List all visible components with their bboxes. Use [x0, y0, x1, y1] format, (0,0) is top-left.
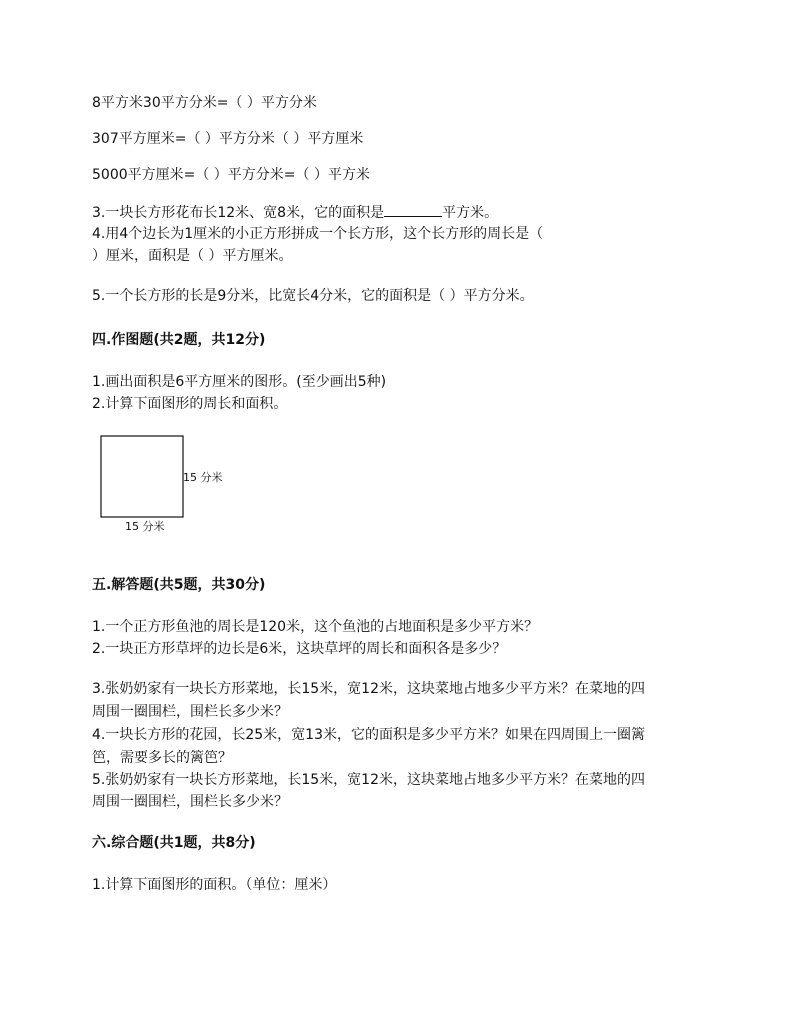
comprehensive-question-1: 1.计算下面图形的面积。（单位：厘米） — [92, 877, 337, 893]
solve-question-4-line1: 4.一块长方形的花园，长25米，宽13米，它的面积是多少平方米？如果在四周围上一圈篱 — [92, 727, 645, 743]
fill-blank-q4-line1: 4.用4个边长为1厘米的小正方形拼成一个长方形，这个长方形的周长是（ — [92, 226, 544, 242]
solve-question-5-line1: 5.张奶奶家有一块长方形菜地，长15米，宽12米，这块菜地占地多少平方米？在菜地的四 — [92, 772, 645, 788]
solve-question-5-line2: 周围一圈围栏，围栏长多少米？ — [92, 794, 288, 810]
square-shape — [101, 436, 183, 517]
answer-blank-line — [384, 202, 442, 217]
fill-blank-b: 307平方厘米=（ ）平方分米（ ）平方厘米 — [92, 131, 364, 147]
solve-question-3-line2: 周围一圈围栏，围栏长多少米？ — [92, 704, 288, 720]
fill-blank-a: 8平方米30平方分米=（ ）平方分米 — [92, 95, 317, 111]
q3-text-after: 平方米。 — [442, 205, 499, 221]
section-heading-comprehensive: 六.综合题(共1题，共8分) — [92, 835, 256, 851]
solve-question-3-line1: 3.张奶奶家有一块长方形菜地，长15米，宽12米，这块菜地占地多少平方米？在菜地的四 — [92, 681, 645, 697]
fill-blank-q3 — [92, 202, 498, 222]
square-bottom-label: 15 分米 — [125, 520, 165, 533]
fill-blank-q4-line2: ）厘米，面积是（ ）平方厘米。 — [92, 248, 293, 264]
square-figure — [92, 430, 252, 540]
q3-text-before: 3.一块长方形花布长12米、宽8米，它的面积是 — [92, 205, 385, 221]
solve-question-1: 1.一个正方形鱼池的周长是120米，这个鱼池的占地面积是多少平方米？ — [92, 619, 539, 635]
solve-question-2: 2.一块正方形草坪的边长是6米，这块草坪的周长和面积各是多少？ — [92, 641, 507, 657]
solve-question-4-line2: 笆，需要多长的篱笆？ — [92, 750, 232, 766]
fill-blank-q5: 5.一个长方形的长是9分米，比宽长4分米，它的面积是（ ）平方分米。 — [92, 288, 534, 304]
drawing-question-1: 1.画出面积是6平方厘米的图形。(至少画出5种) — [92, 374, 387, 390]
section-heading-solve: 五.解答题(共5题，共30分) — [92, 577, 266, 593]
fill-blank-c: 5000平方厘米=（ ）平方分米=（ ）平方米 — [92, 167, 370, 183]
drawing-question-2: 2.计算下面图形的周长和面积。 — [92, 396, 288, 412]
square-figure-svg — [92, 430, 252, 540]
square-side-label: 15 分米 — [183, 471, 223, 484]
section-heading-drawing: 四.作图题(共2题，共12分) — [92, 332, 266, 348]
